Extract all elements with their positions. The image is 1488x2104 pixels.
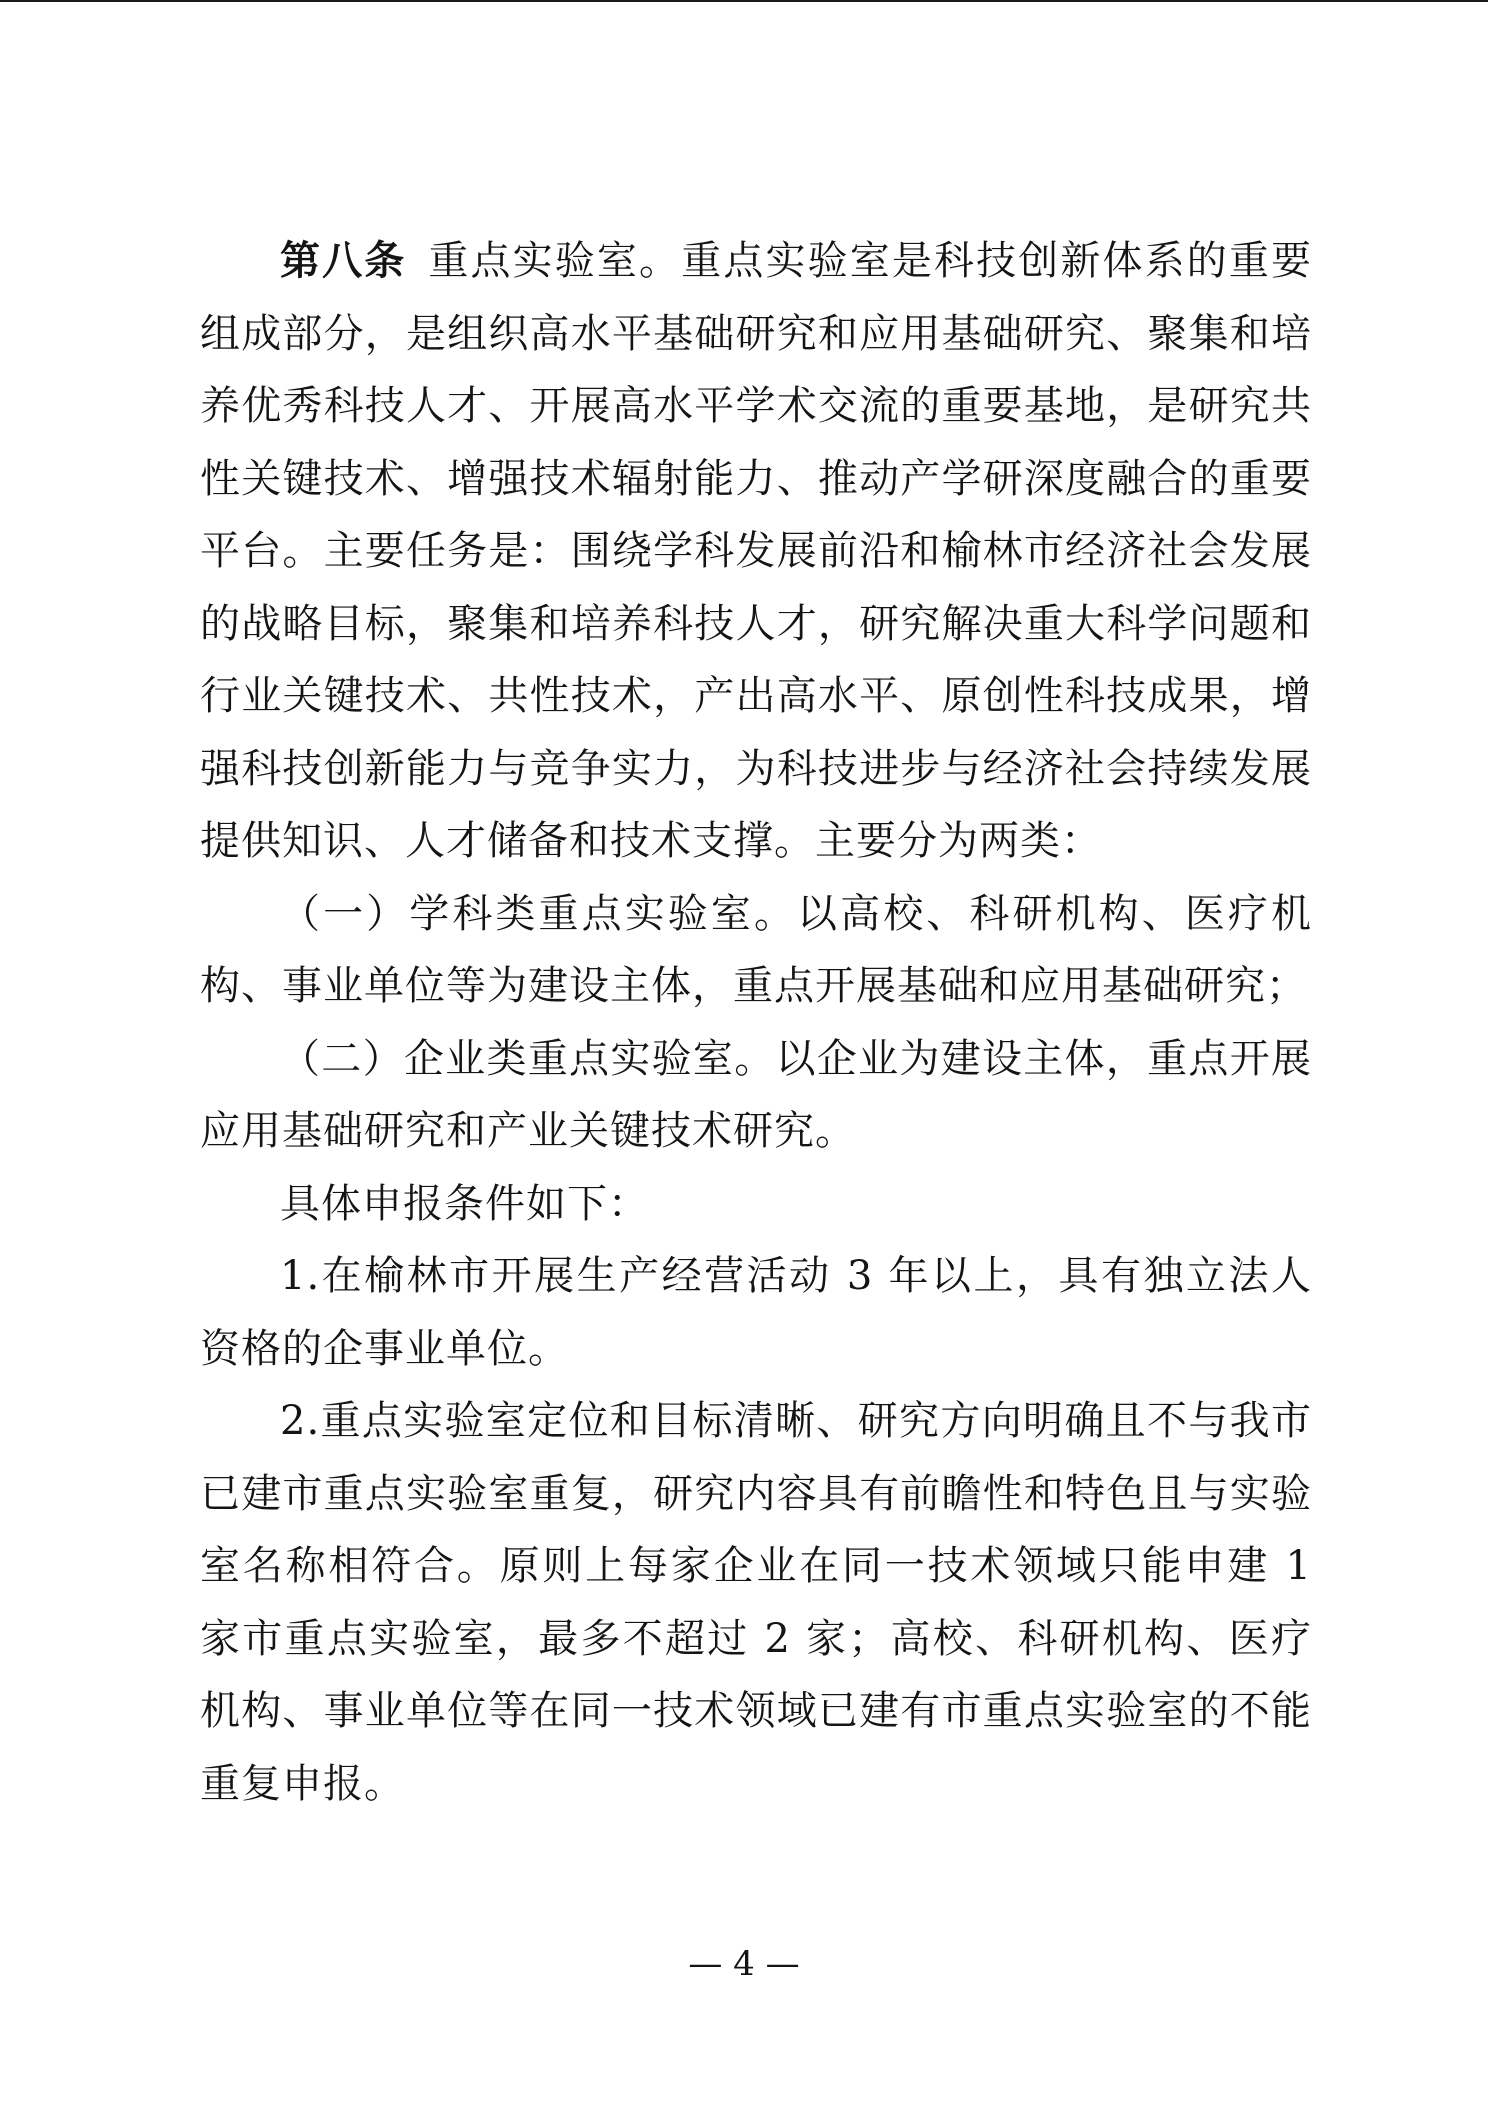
lab-type-1-paragraph: （一）学科类重点实验室。以高校、科研机构、医疗机构、事业单位等为建设主体，重点开展基础和应用基础研究； (200, 890, 1312, 1009)
conditions-intro-paragraph: 具体申报条件如下： (280, 1180, 649, 1227)
document-body (200, 225, 1312, 1820)
article-heading: 第八条 (280, 237, 407, 284)
condition-2-paragraph: 2.重点实验室定位和目标清晰、研究方向明确且不与我市已建市重点实验室重复，研究内容具有前瞻性和特色且与实验室名称相符合。原则上每家企业在同一技术领域只能申建 1 家市重点实验室，最多不超过 2 家；高校、科研机构、医疗机构、事业单位等在同一技术领域已建有市重点实验室的不能重复申报。 (200, 1398, 1312, 1807)
page-number: — 4 — (688, 1944, 800, 1984)
article-intro-text: 重点实验室。重点实验室是科技创新体系的重要组成部分，是组织高水平基础研究和应用基础研究、聚集和培养优秀科技人才、开展高水平学术交流的重要基地，是研究共性关键技术、增强技术辐射能力、推动产学研深度融合的重要平台。主要任务是：围绕学科发展前沿和榆林市经济社会发展的战略目标，聚集和培养科技人才，研究解决重大科学问题和行业关键技术、共性技术，产出高水平、原创性科技成果，增强科技创新能力与竞争实力，为科技进步与经济社会持续发展提供知识、人才储备和技术支撑。主要分为两类： (200, 238, 1313, 864)
article-8-intro-paragraph (200, 225, 1312, 878)
lab-type-2-paragraph: （二）企业类重点实验室。以企业为建设主体，重点开展应用基础研究和产业关键技术研究。 (200, 1035, 1312, 1154)
condition-1-paragraph: 1.在榆林市开展生产经营活动 3 年以上，具有独立法人资格的企事业单位。 (200, 1253, 1312, 1372)
top-border-line (0, 0, 1488, 2)
